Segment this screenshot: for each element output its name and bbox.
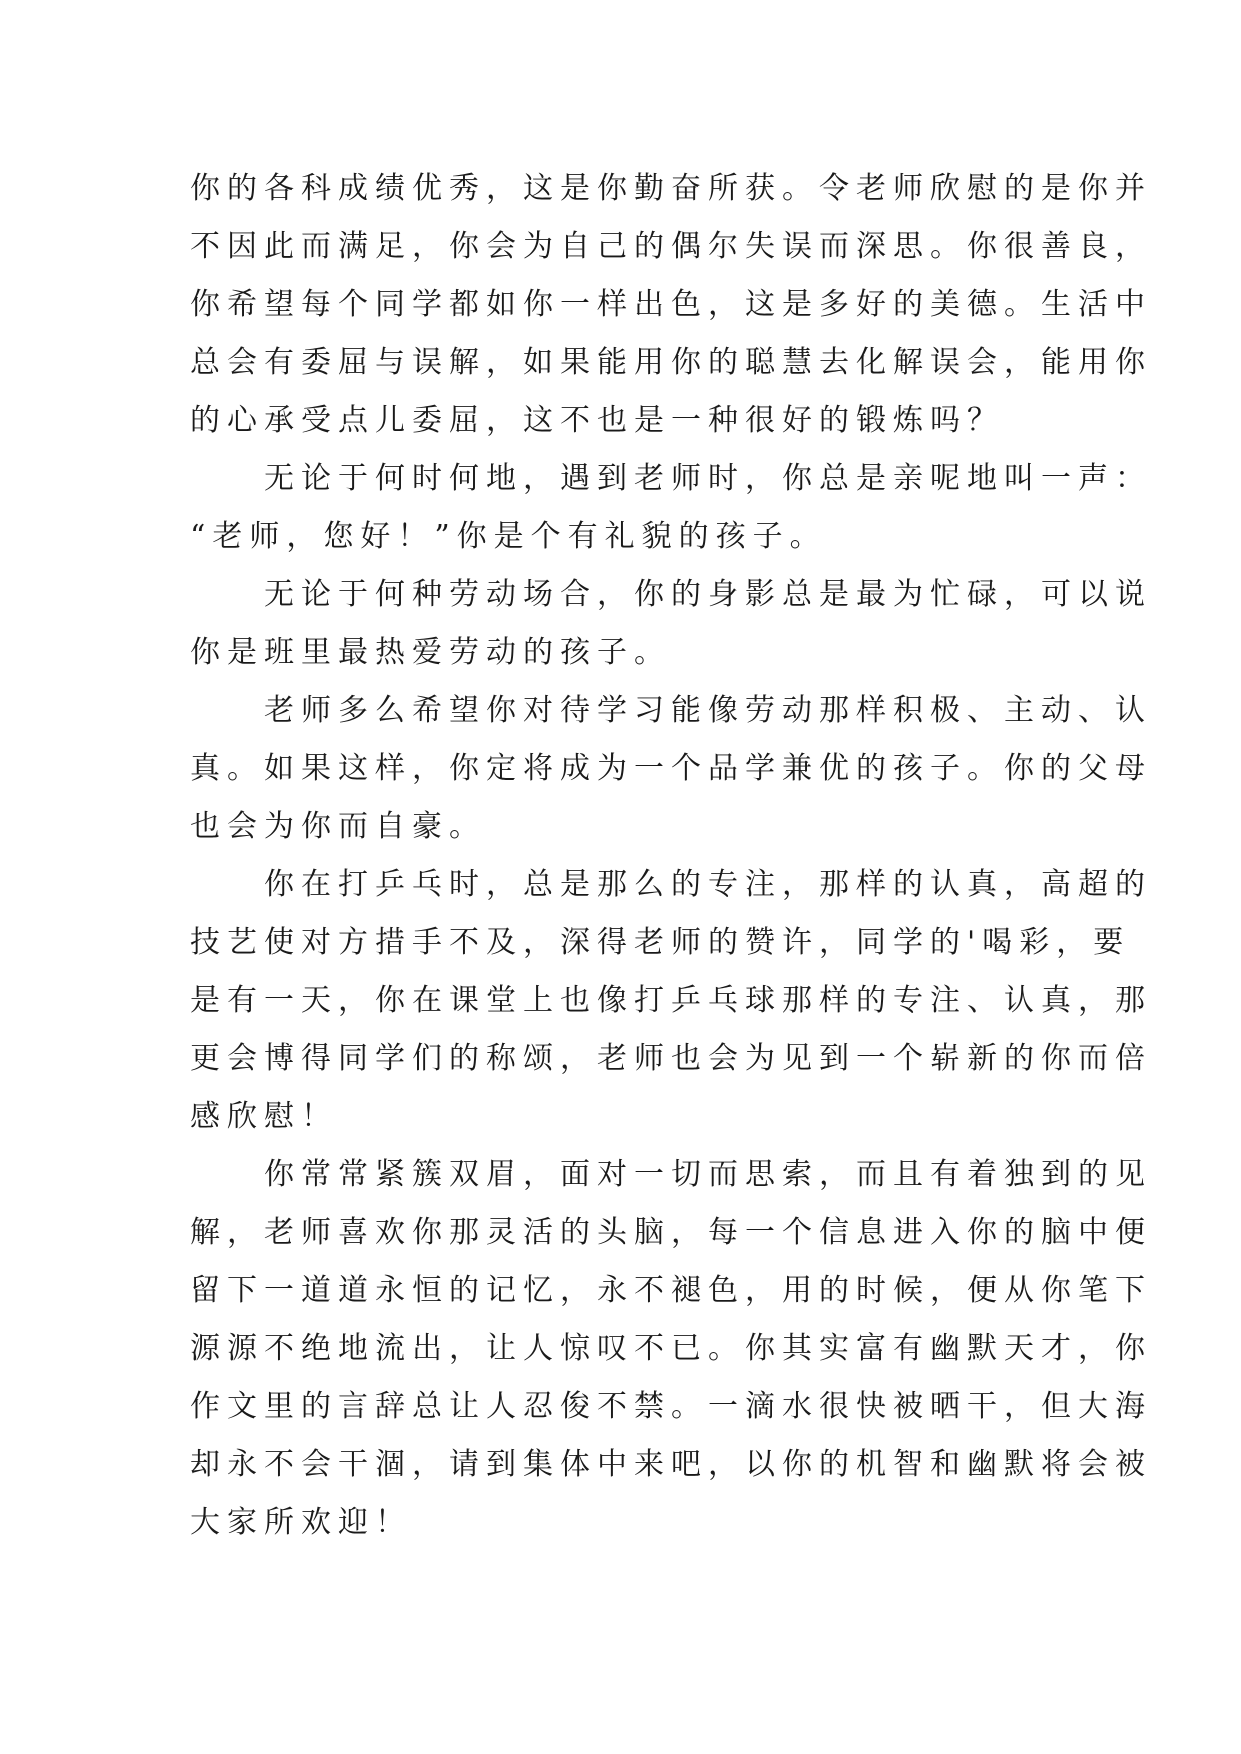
- text-line: 也会为你而自豪。: [190, 809, 486, 844]
- text-line: 源源不绝地流出，让人惊叹不已。你其实富有幽默天才，你: [190, 1331, 1152, 1366]
- text-line: 你希望每个同学都如你一样出色，这是多好的美德。生活中: [190, 287, 1152, 322]
- paragraph-6: [190, 1146, 1152, 1552]
- text-line: 你的各科成绩优秀，这是你勤奋所获。令老师欣慰的是你并: [190, 171, 1152, 206]
- paragraph-1: [190, 160, 1152, 450]
- text-line: 老师多么希望你对待学习能像劳动那样积极、主动、认: [190, 693, 1152, 728]
- text-line: 真。如果这样，你定将成为一个品学兼优的孩子。你的父母: [190, 751, 1152, 786]
- text-line: 的心承受点儿委屈，这不也是一种很好的锻炼吗？: [190, 403, 1004, 438]
- text-line: 总会有委屈与误解，如果能用你的聪慧去化解误会，能用你: [190, 345, 1152, 380]
- text-line: 你在打乒乓时，总是那么的专注，那样的认真，高超的: [190, 867, 1152, 902]
- text-line: 不因此而满足，你会为自己的偶尔失误而深思。你很善良，: [190, 229, 1152, 264]
- text-line: 你是班里最热爱劳动的孩子。: [190, 635, 671, 670]
- text-line: 你常常紧簇双眉，面对一切而思索，而且有着独到的见: [190, 1157, 1152, 1192]
- text-line: 解，老师喜欢你那灵活的头脑，每一个信息进入你的脑中便: [190, 1215, 1152, 1250]
- text-line: “老师，您好！”你是个有礼貌的孩子。: [190, 519, 827, 554]
- paragraph-4: [190, 682, 1152, 856]
- text-line: 技艺使对方措手不及，深得老师的赞许，同学的'喝彩，要: [190, 925, 1131, 960]
- document-body: [190, 160, 1152, 1552]
- text-line: 更会博得同学们的称颂，老师也会为见到一个崭新的你而倍: [190, 1041, 1152, 1076]
- text-line: 无论于何种劳动场合，你的身影总是最为忙碌，可以说: [190, 577, 1152, 612]
- text-line: 却永不会干涸，请到集体中来吧，以你的机智和幽默将会被: [190, 1447, 1152, 1482]
- paragraph-3: [190, 566, 1152, 682]
- text-line: 感欣慰！: [190, 1099, 338, 1134]
- text-line: 是有一天，你在课堂上也像打乒乓球那样的专注、认真，那: [190, 983, 1152, 1018]
- text-line: 留下一道道永恒的记忆，永不褪色，用的时候，便从你笔下: [190, 1273, 1152, 1308]
- text-line: 无论于何时何地，遇到老师时，你总是亲呢地叫一声：: [190, 461, 1152, 496]
- text-line: 作文里的言辞总让人忍俊不禁。一滴水很快被晒干，但大海: [190, 1389, 1152, 1424]
- paragraph-5: [190, 856, 1152, 1146]
- text-line: 大家所欢迎！: [190, 1505, 412, 1540]
- paragraph-2: [190, 450, 1152, 566]
